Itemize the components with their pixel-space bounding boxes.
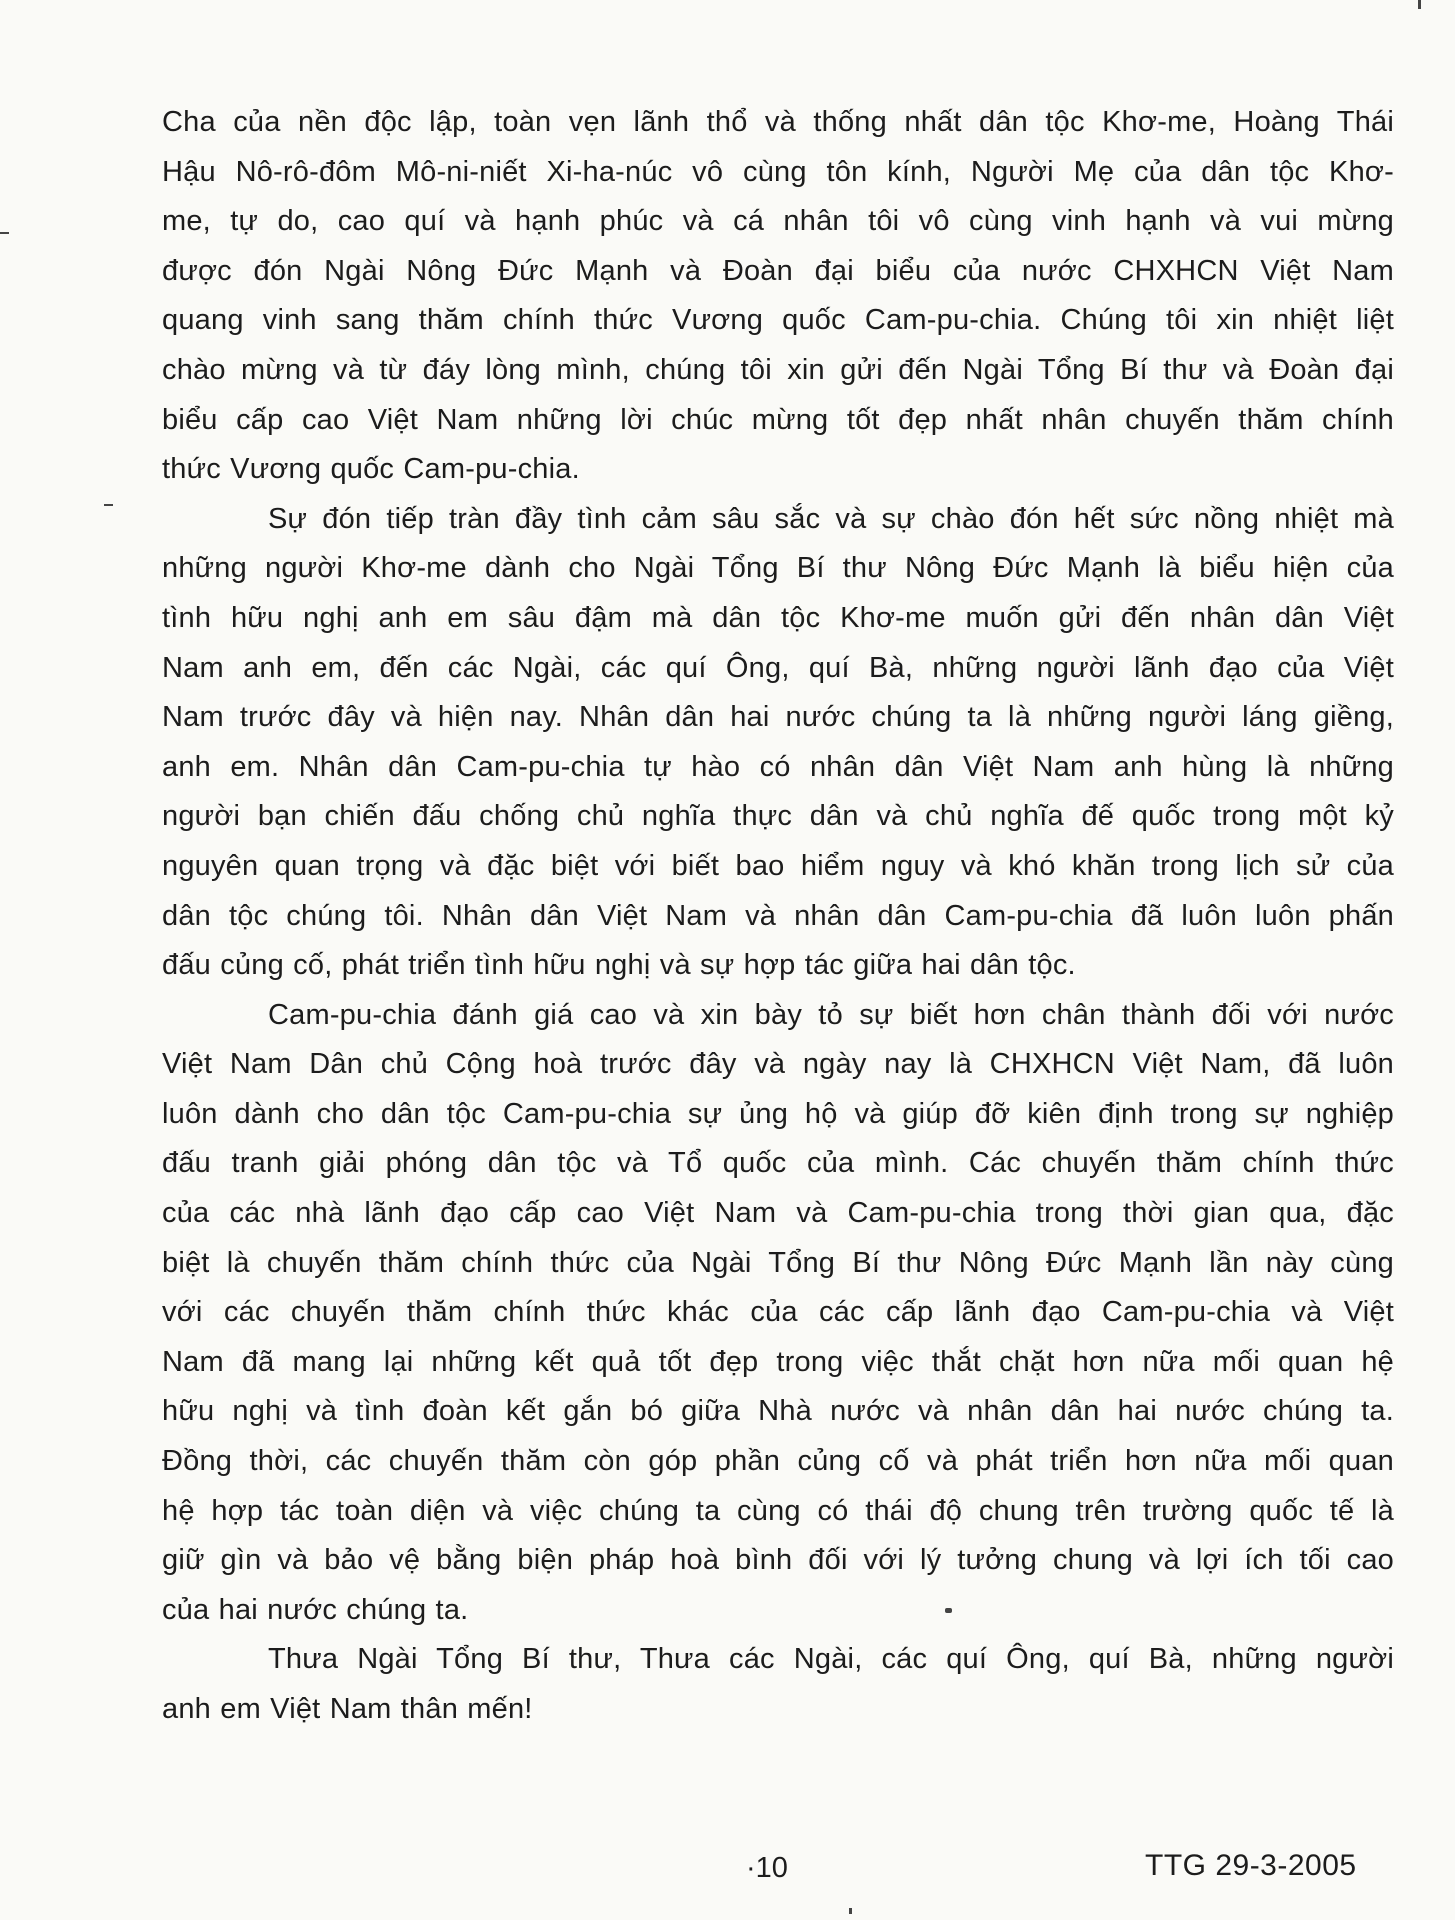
- scan-speck: [0, 232, 9, 234]
- text-line: người bạn chiến đấu chống chủ nghĩa thực dân và chủ nghĩa đế quốc trong một kỷ: [162, 800, 1394, 833]
- paragraph-2: [162, 495, 1394, 991]
- text-line: Nam anh em, đến các Ngài, các quí Ông, quí Bà, những người lãnh đạo của Việt: [162, 651, 1394, 684]
- paragraph-4: [162, 1635, 1394, 1734]
- text-line: Nam trước đây và hiện nay. Nhân dân hai nước chúng ta là những người láng giềng,: [162, 701, 1394, 734]
- text-line: anh em Việt Nam thân mến!: [162, 1693, 533, 1725]
- scan-speck: [104, 504, 113, 506]
- text-line: tình hữu nghị anh em sâu đậm mà dân tộc Khơ-me muốn gửi đến nhân dân Việt: [162, 601, 1394, 634]
- text-line: chào mừng và từ đáy lòng mình, chúng tôi xin gửi đến Ngài Tổng Bí thư và Đoàn đại: [162, 353, 1394, 386]
- text-line: với các chuyến thăm chính thức khác của các cấp lãnh đạo Cam-pu-chia và Việt: [162, 1296, 1394, 1329]
- text-line: được đón Ngài Nông Đức Mạnh và Đoàn đại biểu của nước CHXHCN Việt Nam: [162, 254, 1394, 287]
- text-line: của các nhà lãnh đạo cấp cao Việt Nam và Cam-pu-chia trong thời gian qua, đặc: [162, 1197, 1394, 1230]
- text-line: Thưa Ngài Tổng Bí thư, Thưa các Ngài, các quí Ông, quí Bà, những người: [268, 1643, 1394, 1676]
- text-line: Nam đã mang lại những kết quả tốt đẹp trong việc thắt chặt hơn nữa mối quan hệ: [162, 1345, 1394, 1378]
- text-line: nguyên quan trọng và đặc biệt với biết bao hiểm nguy và khó khăn trong lịch sử của: [162, 849, 1394, 882]
- document-body: [162, 98, 1394, 1735]
- text-line: Cha của nền độc lập, toàn vẹn lãnh thổ và thống nhất dân tộc Khơ-me, Hoàng Thái: [162, 106, 1394, 138]
- paragraph-3: [162, 991, 1394, 1636]
- scan-speck: [1418, 0, 1421, 9]
- text-line: me, tự do, cao quí và hạnh phúc và cá nhân tôi vô cùng vinh hạnh và vui mừng: [162, 205, 1394, 238]
- text-line: đấu củng cố, phát triển tình hữu nghị và sự hợp tác giữa hai dân tộc.: [162, 949, 1076, 982]
- scan-speck: [945, 1608, 952, 1613]
- text-line: biệt là chuyến thăm chính thức của Ngài Tổng Bí thư Nông Đức Mạnh lần này cùng: [162, 1246, 1394, 1279]
- text-line: Đồng thời, các chuyến thăm còn góp phần củng cố và phát triển hơn nữa mối quan: [162, 1445, 1394, 1478]
- text-line: giữ gìn và bảo vệ bằng biện pháp hoà bình đối với lý tưởng chung và lợi ích tối cao: [162, 1544, 1394, 1577]
- text-line: đấu tranh giải phóng dân tộc và Tổ quốc của mình. Các chuyến thăm chính thức: [162, 1147, 1394, 1180]
- scan-speck: [849, 1908, 852, 1914]
- text-line: hữu nghị và tình đoàn kết gắn bó giữa Nhà nước và nhân dân hai nước chúng ta.: [162, 1395, 1394, 1428]
- text-line: Việt Nam Dân chủ Cộng hoà trước đây và ngày nay là CHXHCN Việt Nam, đã luôn: [162, 1048, 1394, 1081]
- text-line: thức Vương quốc Cam-pu-chia.: [162, 453, 580, 486]
- text-line: dân tộc chúng tôi. Nhân dân Việt Nam và nhân dân Cam-pu-chia đã luôn luôn phấn: [162, 899, 1394, 932]
- text-line: Cam-pu-chia đánh giá cao và xin bày tỏ sự biết hơn chân thành đối với nước: [268, 998, 1394, 1031]
- text-line: biểu cấp cao Việt Nam những lời chúc mừng tốt đẹp nhất nhân chuyến thăm chính: [162, 403, 1394, 436]
- text-line: anh em. Nhân dân Cam-pu-chia tự hào có nhân dân Việt Nam anh hùng là những: [162, 750, 1394, 783]
- text-line: Hậu Nô-rô-đôm Mô-ni-niết Xi-ha-núc vô cùng tôn kính, Người Mẹ của dân tộc Khơ-: [162, 155, 1394, 188]
- text-line: của hai nước chúng ta.: [162, 1593, 469, 1626]
- document-reference: TTG 29-3-2005: [1145, 1849, 1357, 1882]
- text-line: quang vinh sang thăm chính thức Vương quốc Cam-pu-chia. Chúng tôi xin nhiệt liệt: [162, 304, 1394, 337]
- text-line: Sự đón tiếp tràn đầy tình cảm sâu sắc và sự chào đón hết sức nồng nhiệt mà: [268, 502, 1394, 535]
- text-line: những người Khơ-me dành cho Ngài Tổng Bí thư Nông Đức Mạnh là biểu hiện của: [162, 552, 1394, 585]
- text-line: luôn dành cho dân tộc Cam-pu-chia sự ủng hộ và giúp đỡ kiên định trong sự nghiệp: [162, 1097, 1394, 1130]
- paragraph-1: [162, 98, 1394, 495]
- page-number: ·10: [746, 1852, 788, 1884]
- text-line: hệ hợp tác toàn diện và việc chúng ta cùng có thái độ chung trên trường quốc tế là: [162, 1494, 1394, 1527]
